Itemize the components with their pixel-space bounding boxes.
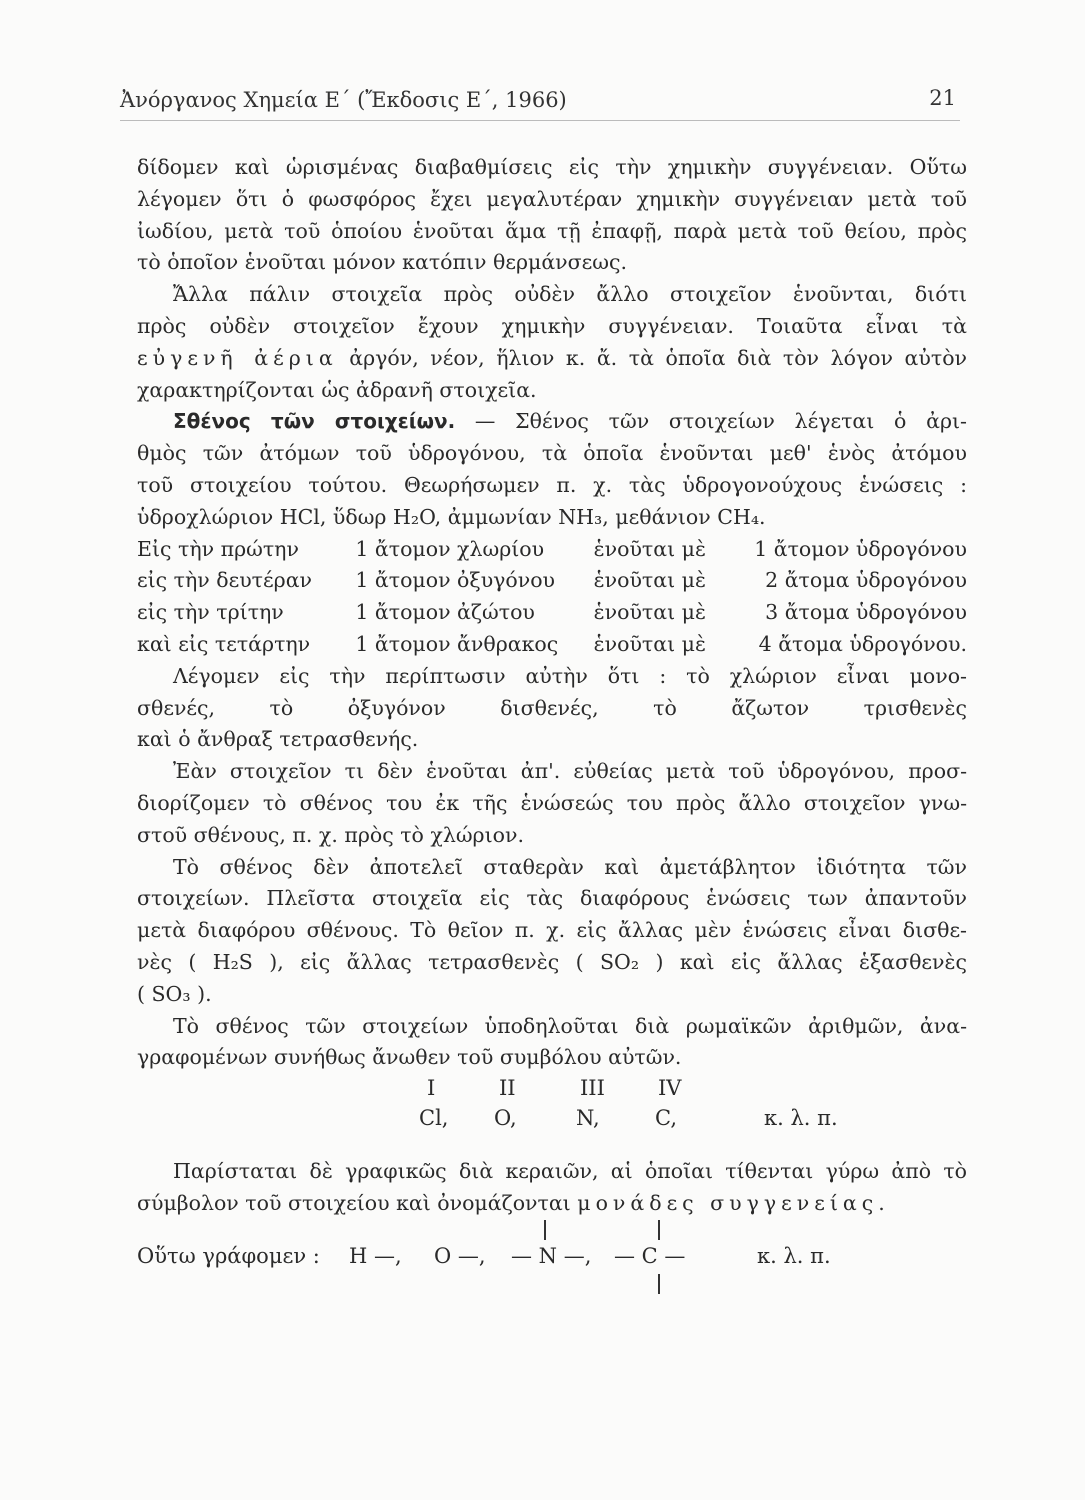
vertical-bond-line [544, 1220, 546, 1240]
element-symbol: C, [655, 1106, 677, 1131]
page-body [137, 152, 967, 1294]
spaced-term: εὐγενῆ ἀέρια [137, 345, 338, 370]
running-title: Ἀνόργανος Χημεία Ε΄ (Ἔκδοσις Ε΄, 1966) [120, 88, 567, 112]
text-fragment: Σθένος τῶν στοιχείων λέγεται ὁ ἀρι- [515, 409, 967, 434]
text-line: διορίζομεν τὸ σθένος του ἐκ τῆς ἑνώσεώς του πρὸς ἄλλο στοιχεῖον γνω- [137, 790, 967, 815]
text-line: δίδομεν καὶ ὡρισμένας διαβαθμίσεις εἰς τὴν χημικὴν συγγένειαν. Οὕτω [137, 155, 967, 179]
text-line: ὑδροχλώριον HCl, ὕδωρ H₂O, ἀμμωνίαν NH₃, μεθάνιον CH₄. [137, 504, 766, 529]
text-line: χαρακτηρίζονται ὡς ἀδρανῆ στοιχεῖα. [137, 377, 537, 402]
table-cell: ἑνοῦται μὲ [593, 536, 706, 561]
roman-numeral: I [427, 1076, 436, 1101]
table-cell: εἰς τὴν δευτέραν [137, 568, 313, 593]
table-cell: 1 ἄτομον ὑδρογόνου [754, 536, 967, 561]
header-rule [120, 120, 960, 121]
heading-dash: — [455, 409, 516, 434]
formula-c: — C — [614, 1243, 686, 1268]
text-line: Τὸ σθένος τῶν στοιχείων ὑποδηλοῦται διὰ ρωμαϊκῶν ἀριθμῶν, ἀνα- [173, 1013, 967, 1038]
text-line: πρὸς οὐδὲν στοιχεῖον ἔχουν χημικὴν συγγένειαν. Τοιαῦτα εἶναι τὰ [137, 313, 967, 338]
table-cell: 1 ἄτομον ὀξυγόνου [355, 568, 556, 593]
formula-h: H —, [349, 1243, 402, 1268]
text-line: ( SO₃ ). [137, 981, 212, 1006]
table-cell: 3 ἄτομα ὑδρογόνου [765, 600, 967, 625]
table-cell: 4 ἄτομα ὑδρογόνου. [758, 631, 967, 656]
text-fragment: σύμβολον τοῦ στοιχείου καὶ ὀνομάζονται [137, 1190, 578, 1215]
text-line: νὲς ( H₂S ), εἰς ἄλλας τετρασθενὲς ( SO₂ ) καὶ εἰς ἄλλας ἑξασθενὲς [137, 949, 967, 974]
table-row [137, 565, 967, 597]
text-line: τὸ ὁποῖον ἑνοῦται μόνον κατόπιν θερμάνσεως. [137, 250, 627, 275]
spaced-term: μονάδες συγγενείας. [577, 1190, 890, 1215]
table-cell: καὶ εἰς τετάρτην [137, 631, 311, 656]
text-line: γραφομένων συνήθως ἄνωθεν τοῦ συμβόλου αὐτῶν. [137, 1045, 682, 1070]
page-number: 21 [929, 86, 956, 110]
table-cell: Εἰς τὴν πρώτην [137, 536, 299, 561]
roman-numeral: II [499, 1076, 516, 1101]
element-symbol: N, [576, 1106, 600, 1131]
formula-o: O —, [434, 1243, 486, 1268]
formula-prefix: Οὕτω γράφομεν : [137, 1243, 320, 1268]
page-header [120, 86, 962, 118]
vertical-bond-line [658, 1220, 660, 1240]
text-line: Τὸ σθένος δὲν ἀποτελεῖ σταθερὰν καὶ ἀμετάβλητον ἰδιότητα τῶν [173, 854, 967, 879]
section-heading: Σθένος τῶν στοιχείων. [173, 409, 456, 434]
table-row [137, 597, 967, 629]
table-cell: 1 ἄτομον ἀζώτου [355, 600, 535, 625]
text-fragment: ἀργόν, νέον, ἥλιον κ. ἄ. τὰ ὁποῖα διὰ τὸν λόγον αὐτὸν [349, 345, 967, 370]
formula-etc: κ. λ. π. [757, 1243, 831, 1268]
text-line [137, 1188, 967, 1220]
table-cell: 2 ἄτομα ὑδρογόνου [765, 568, 967, 593]
text-line: Λέγομεν εἰς τὴν περίπτωσιν αὐτὴν ὅτι : τὸ χλώριον εἶναι μονο- [173, 663, 967, 688]
table-row [137, 534, 967, 566]
text-line: σθενές, τὸ ὀξυγόνον δισθενές, τὸ ἄζωτον τρισθενὲς [137, 695, 967, 720]
text-line: τοῦ στοιχείου τούτου. Θεωρήσωμεν π. χ. τὰς ὑδρογονούχους ἑνώσεις : [137, 472, 967, 497]
text-line: στοῦ σθένους, π. χ. πρὸς τὸ χλώριον. [137, 822, 524, 847]
text-line: Ἄλλα πάλιν στοιχεῖα πρὸς οὐδὲν ἄλλο στοιχεῖον ἑνοῦνται, διότι [173, 282, 967, 307]
text-line: στοιχείων. Πλεῖστα στοιχεῖα εἰς τὰς διαφόρους ἑνώσεις των ἀπαντοῦν [137, 886, 967, 911]
formula-n: — N —, [511, 1243, 592, 1268]
text-line: Παρίσταται δὲ γραφικῶς διὰ κεραιῶν, αἱ ὁποῖαι τίθενται γύρω ἀπὸ τὸ [173, 1159, 967, 1184]
text-line: καὶ ὁ ἄνθραξ τετρασθενής. [137, 727, 419, 752]
etc-abbrev: κ. λ. π. [764, 1106, 838, 1131]
text-line: λέγομεν ὅτι ὁ φωσφόρος ἔχει μεγαλυτέραν χημικὴν συγγένειαν μετὰ τοῦ [137, 186, 967, 211]
table-cell: εἰς τὴν τρίτην [137, 600, 284, 625]
roman-numeral: IV [658, 1076, 682, 1101]
element-symbol: O, [494, 1106, 517, 1131]
table-cell: ἑνοῦται μὲ [593, 631, 706, 656]
valence-symbols [137, 1074, 967, 1138]
text-line [137, 343, 967, 375]
text-line: μετὰ διαφόρου σθένους. Τὸ θεῖον π. χ. εἰς ἄλλας μὲν ἑνώσεις εἶναι δισθε- [137, 918, 967, 943]
text-line: Ἐὰν στοιχεῖον τι δὲν ἑνοῦται ἀπ'. εὐθείας μετὰ τοῦ ὑδρογόνου, προσ- [173, 759, 967, 784]
table-row [137, 629, 967, 661]
table-cell: 1 ἄτομον χλωρίου [355, 536, 545, 561]
vertical-bond-line [658, 1274, 660, 1294]
text-line: θμὸς τῶν ἀτόμων τοῦ ὑδρογόνου, τὰ ὁποῖα ἑνοῦνται μεθ' ἑνὸς ἀτόμου [137, 441, 967, 466]
table-cell: 1 ἄτομον ἄνθρακος [355, 631, 559, 656]
element-symbol: Cl, [419, 1106, 449, 1131]
bond-formula [137, 1224, 967, 1294]
section-first-line [137, 406, 967, 438]
table-cell: ἑνοῦται μὲ [593, 568, 706, 593]
table-cell: ἑνοῦται μὲ [593, 600, 706, 625]
roman-numeral: III [580, 1076, 605, 1101]
text-line: ἰωδίου, μετὰ τοῦ ὁποίου ἑνοῦται ἅμα τῇ ἐπαφῇ, παρὰ μετὰ τοῦ θείου, πρὸς [137, 218, 967, 243]
